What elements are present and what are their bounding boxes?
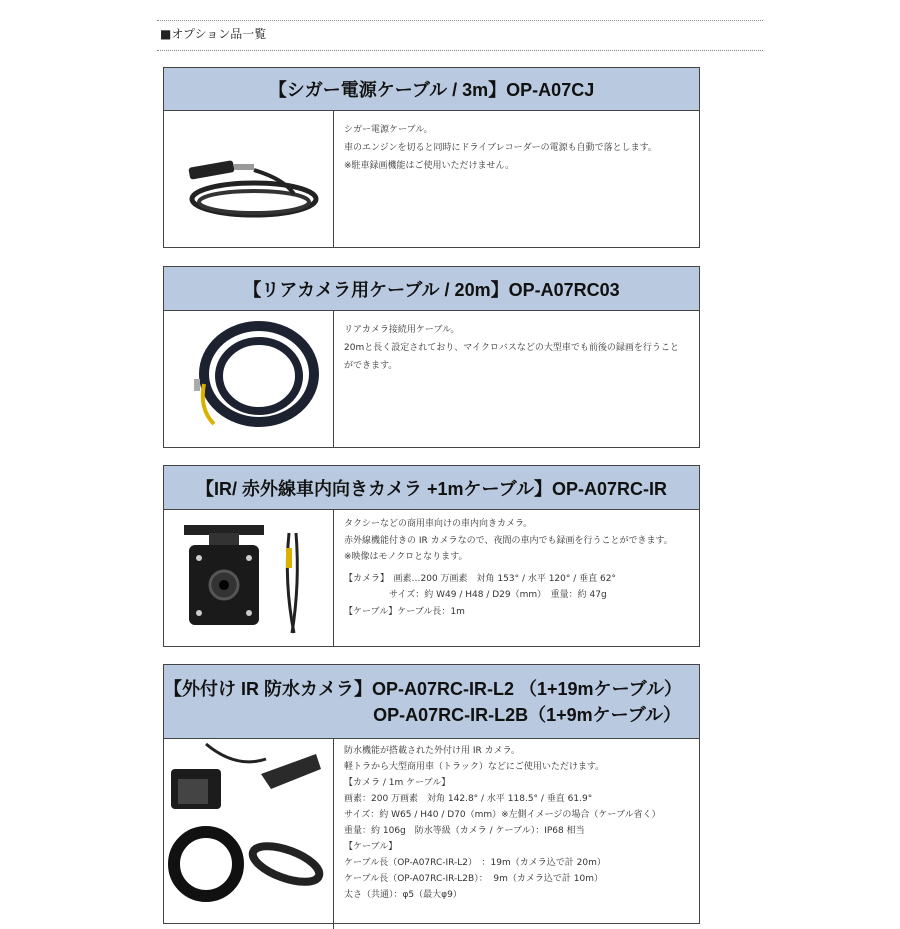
description-line: タクシーなどの商用車向けの車内向きカメラ。 — [344, 519, 533, 529]
description-line: 軽トラから大型商用車（トラック）などにご使用いただけます。 — [344, 762, 605, 772]
divider — [157, 20, 763, 21]
spec-line: 【ケーブル】ケーブル長：1m — [344, 606, 465, 617]
spec-line: サイズ：約 W65 / H40 / D70（mm）※左側イメージの場合（ケーブル省く） — [344, 810, 661, 820]
description-line: シガー電源ケーブル。 — [344, 125, 433, 135]
product-rear-camera-cable — [163, 266, 700, 448]
section-title: ■オプション品一覧 — [160, 27, 267, 41]
cigar-cable-image — [164, 111, 334, 247]
description-line: リアカメラ接続用ケーブル。 — [344, 325, 460, 335]
product-title: 【リアカメラ用ケーブル / 20m】OP-A07RC03 — [164, 267, 699, 311]
spec-heading: 【ケーブル】 — [344, 842, 398, 852]
description-line: 防水機能が搭載された外付け用 IR カメラ。 — [344, 746, 520, 756]
description-line: ※映像はモノクロとなります。 — [344, 552, 468, 562]
product-title — [164, 665, 699, 739]
product-ir-camera — [163, 465, 700, 647]
rear-cable-image — [164, 311, 334, 447]
ir-camera-image — [164, 510, 334, 646]
description-line: 20mと長く設定されており、マイクロバスなどの大型車でも前後の録画を行うこと — [344, 343, 679, 353]
spec-heading: 【カメラ / 1m ケーブル】 — [344, 778, 451, 788]
spec-line: ケーブル長（OP-A07RC-IR-L2B）： 9m（カメラ込で計 10m） — [344, 874, 604, 884]
description-line: ※駐車録画機能はご使用いただけません。 — [344, 161, 515, 171]
spec-line: 【カメラ】 画素…200 万画素 対角 153° / 水平 120° / 垂直 62° — [344, 573, 616, 584]
spec-line: 画素：200 万画素 対角 142.8° / 水平 118.5° / 垂直 61.9° — [344, 794, 593, 804]
product-cigar-cable — [163, 67, 700, 248]
product-title: 【IR/ 赤外線車内向きカメラ +1mケーブル】OP-A07RC-IR — [164, 466, 699, 510]
spec-line: ケーブル長（OP-A07RC-IR-L2） ：19m（カメラ込で計 20m） — [344, 858, 606, 868]
description-line: ができます。 — [344, 361, 398, 371]
spec-line: 重量：約 106g 防水等級（カメラ / ケーブル）：IP68 相当 — [344, 826, 585, 836]
product-title-line1: 【外付け IR 防水カメラ】OP-A07RC-IR-L2 （1+19mケーブル） — [164, 678, 682, 699]
waterproof-camera-image — [164, 739, 334, 929]
description-line: 車のエンジンを切ると同時にドライブレコーダーの電源も自動で落とします。 — [344, 143, 657, 153]
product-title: 【シガー電源ケーブル / 3m】OP-A07CJ — [164, 68, 699, 111]
divider — [157, 50, 763, 51]
product-waterproof-ir-camera — [163, 664, 700, 924]
spec-line: サイズ：約 W49 / H48 / D29（mm） 重量：約 47g — [344, 590, 607, 600]
product-title-line2: OP-A07RC-IR-L2B（1+9mケーブル） — [373, 704, 681, 725]
spec-line: 太さ（共通）：φ5（最大φ9） — [344, 890, 462, 900]
description-line: 赤外線機能付きの IR カメラなので、夜間の車内でも録画を行うことができます。 — [344, 535, 673, 546]
